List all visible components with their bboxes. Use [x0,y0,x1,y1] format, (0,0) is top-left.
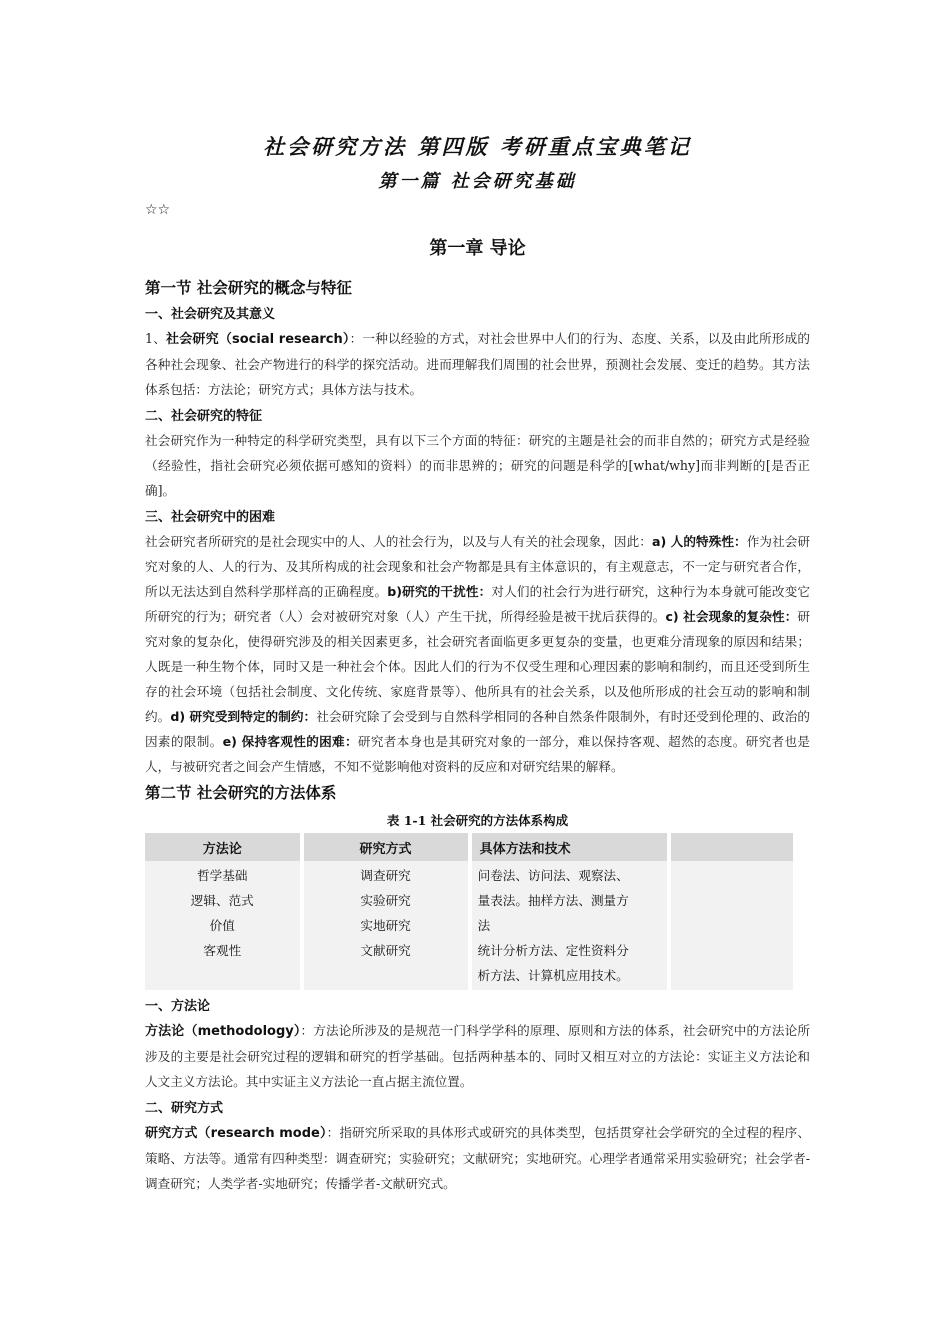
difficulty-c-text: 研究对象的复杂化，使得研究涉及的相关因素更多，社会研究者面临更多更复杂的变量，也更难分清现象的原因和结果；人既是一种生物个体，同时又是一种社会个体。因此人们的行为不仅受生理和心理因素的影响和制约，而且还受到所生存的社会环境（包括社会制度、文化传统、家庭背景等）、他所具有的社会关系，以及他所形成的社会互动的影响和制约。 [145,609,810,724]
difficulty-d-label: d) 研究受到特定的制约： [170,709,317,724]
methodology-paragraph [145,1018,810,1094]
document-title: 社会研究方法 第四版 考研重点宝典笔记 [263,134,692,159]
subsection-2-heading: 二、社会研究的特征 [145,409,263,424]
list-item: 实地研究 [360,918,411,933]
header-research-mode: 研究方式 [304,833,468,861]
methods-techniques-cell [472,861,668,990]
star-rating: ☆☆ [145,202,171,218]
list-item: 逻辑、范式 [190,893,254,908]
item-number: 1、 [145,331,167,346]
list-item: 价值 [209,918,235,933]
difficulty-e-text: 研究者本身也是其研究对象的一部分，难以保持客观、超然的态度。研究者也是人，与被研究者之间会产生情感，不知不觉影响他对资料的反应和对研究结果的解释。 [145,734,811,774]
social-research-definition [145,326,810,402]
subsection-1-heading: 一、社会研究及其意义 [145,307,276,322]
list-item: 析方法、计算机应用技术。 [477,968,629,983]
methodology-text: ：方法论所涉及的是规范一门科学学科的原理、原则和方法的体系，社会研究中的方法论所涉及的主要是社会研究过程的逻辑和研究的哲学基础。包括两种基本的、同时又相互对立的方法论：实证主义方法论和人文主义方法论。其中实证主义方法论一直占据主流位置。 [145,1023,810,1089]
list-item: 问卷法、访问法、观察法、 [477,868,629,883]
empty-cell [671,861,793,990]
section-2-heading: 第二节 社会研究的方法体系 [145,784,337,802]
list-item: 实验研究 [360,893,411,908]
list-item: 法 [477,918,491,933]
list-item: 哲学基础 [197,868,248,883]
difficulty-a-label: a) 人的特殊性： [651,534,747,549]
table-row [145,861,793,990]
difficulties-paragraph [145,529,810,779]
difficulty-b-text: 对人们的社会行为进行研究，这种行为本身就可能改变它所研究的行为；研究者（人）会对被研究对象（人）产生干扰，所得经验是被干扰后获得的。 [145,584,811,624]
chapter-title: 第一章 导论 [429,238,526,259]
method-system-table [141,833,797,990]
part-title: 第一篇 社会研究基础 [378,171,577,192]
list-item: 统计分析方法、定性资料分 [477,943,629,958]
research-mode-cell [304,861,468,990]
header-empty [671,833,793,861]
table-caption: 表 1-1 社会研究的方法体系构成 [386,813,569,828]
header-methods-techniques: 具体方法和技术 [472,833,668,861]
term-social-research: 社会研究（social research） [166,332,350,347]
term-methodology: 方法论（methodology） [145,1024,301,1039]
research-mode-heading: 二、研究方式 [145,1101,224,1116]
list-item: 客观性 [203,943,242,958]
term-research-mode: 研究方式（research mode） [145,1126,327,1141]
methodology-heading: 一、方法论 [145,999,211,1014]
list-item: 量表法。抽样方法、测量方 [477,893,629,908]
list-item: 调查研究 [360,868,411,883]
table-header-row [145,833,793,861]
difficulty-a-text: 作为社会研究对象的人、人的行为、及其所构成的社会现象和社会产物都是具有主体意识的，有主观意志，不一定与研究者合作，所以无法达到自然科学那样高的正确程度。 [145,534,811,599]
definition-text: ：一种以经验的方式，对社会世界中人们的行为、态度、关系，以及由此所形成的各种社会现象、社会产物进行的科学的探究活动。进而理解我们周围的社会世界，预测社会发展、变迁的趋势。其方法体系包括：方法论；研究方式；具体方法与技术。 [145,331,811,397]
difficulty-d-text: 社会研究除了会受到与自然科学相同的各种自然条件限制外，有时还受到伦理的、政治的因素的限制。 [145,709,811,749]
methodology-cell [145,861,300,990]
difficulty-intro: 社会研究者所研究的是社会现实中的人、人的社会行为，以及与人有关的社会现象，因此： [145,534,652,549]
difficulty-c-label: c) 社会现象的复杂性： [665,609,798,624]
features-paragraph: 社会研究作为一种特定的科学研究类型，具有以下三个方面的特征：研究的主题是社会的而非自然的；研究方式是经验（经验性，指社会研究必须依据可感知的资料）的而非思辨的；研究的问题是科学的[what/why]而非判断的[是否正确]。 [145,433,810,498]
header-methodology: 方法论 [145,833,300,861]
research-mode-paragraph [145,1120,810,1196]
section-1-heading: 第一节 社会研究的概念与特征 [145,279,352,297]
difficulty-b-label: b)研究的干扰性： [387,584,492,599]
list-item: 文献研究 [360,943,411,958]
subsection-3-heading: 三、社会研究中的困难 [145,510,276,525]
difficulty-e-label: e) 保持客观性的困难： [222,734,358,749]
document-page [145,130,810,1196]
research-mode-text: ：指研究所采取的具体形式或研究的具体类型，包括贯穿社会学研究的全过程的程序、策略、方法等。通常有四种类型：调查研究；实验研究；文献研究；实地研究。心理学者通常采用实验研究；社会学者-调查研究；人类学者-实地研究；传播学者-文献研究式。 [145,1125,811,1191]
